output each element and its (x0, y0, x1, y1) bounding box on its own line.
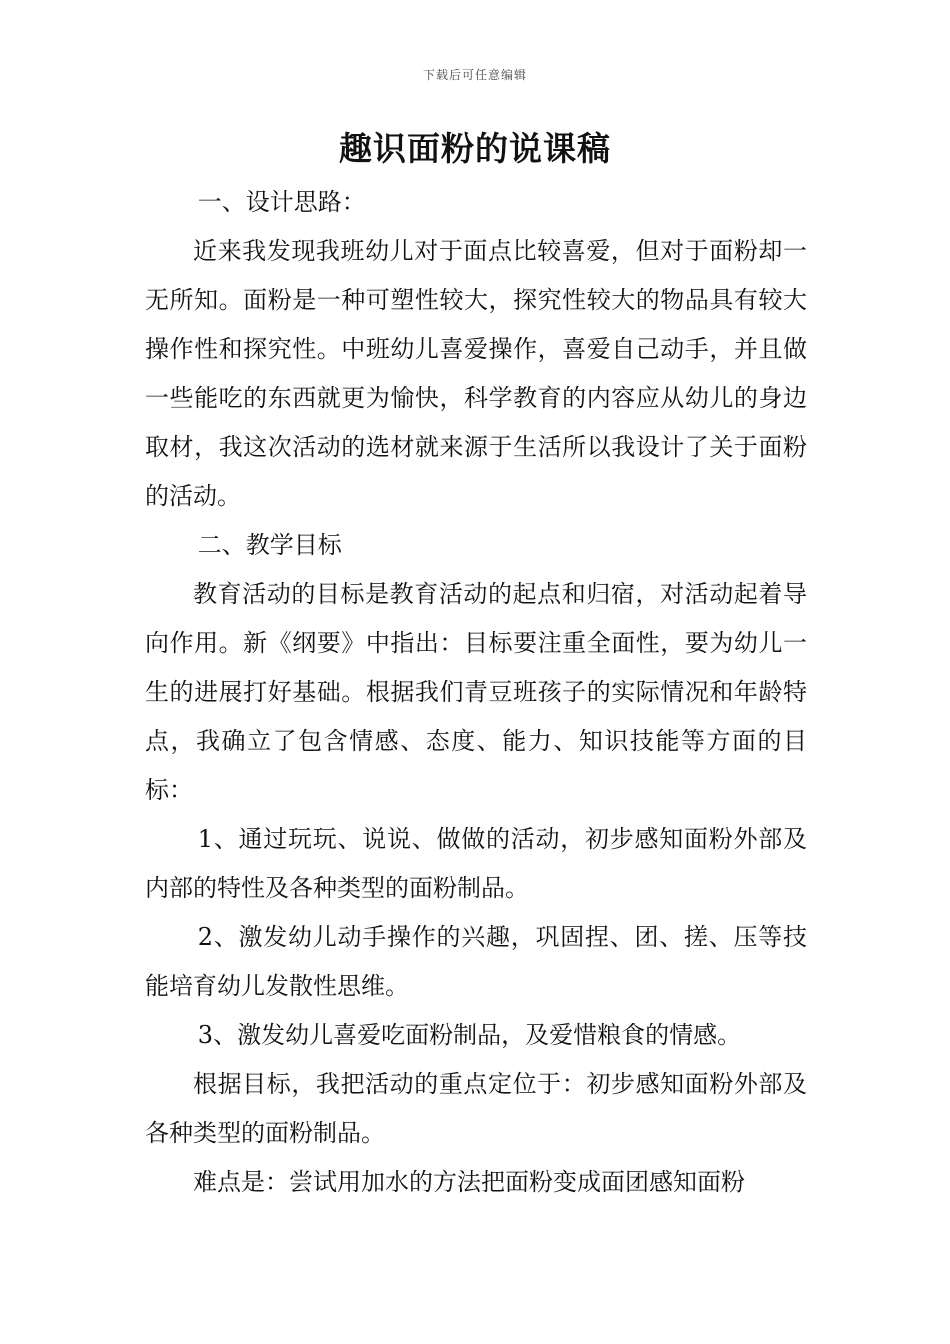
section-heading-goals: 二、教学目标 (197, 531, 342, 559)
goal-item-2: 2、激发幼儿动手操作的兴趣，巩固捏、团、搓、压等技能培育幼儿发散性思维。 (145, 923, 807, 1000)
paragraph-key-point: 根据目标，我把活动的重点定位于：初步感知面粉外部及各种类型的面粉制品。 (145, 1070, 807, 1147)
paragraph-difficulty: 难点是：尝试用加水的方法把面粉变成面团感知面粉 (193, 1168, 745, 1196)
paragraph-design-rationale: 近来我发现我班幼儿对于面点比较喜爱，但对于面粉却一无所知。面粉是一种可塑性较大，探究性较大的物品具有较大操作性和探究性。中班幼儿喜爱操作，喜爱自己动手，并且做一些能吃的东西就更为愉快，科学教育的内容应从幼儿的身边取材，我这次活动的选材就来源于生活所以我设计了关于面粉的活动。 (145, 237, 807, 510)
page-header-note: 下载后可任意编辑 (422, 68, 527, 82)
goal-item-3: 3、激发幼儿喜爱吃面粉制品，及爱惜粮食的情感。 (197, 1021, 742, 1049)
goal-item-1: 1、通过玩玩、说说、做做的活动，初步感知面粉外部及内部的特性及各种类型的面粉制品。 (145, 825, 807, 902)
paragraph-goals-intro: 教育活动的目标是教育活动的起点和归宿，对活动起着导向作用。新《纲要》中指出：目标要注重全面性，要为幼儿一生的进展打好基础。根据我们青豆班孩子的实际情况和年龄特点，我确立了包含情感、态度、能力、知识技能等方面的目标： (145, 580, 807, 804)
document-body (145, 178, 807, 1207)
document-title: 趣识面粉的说课稿 (339, 129, 611, 168)
section-heading-design: 一、设计思路： (197, 188, 366, 216)
